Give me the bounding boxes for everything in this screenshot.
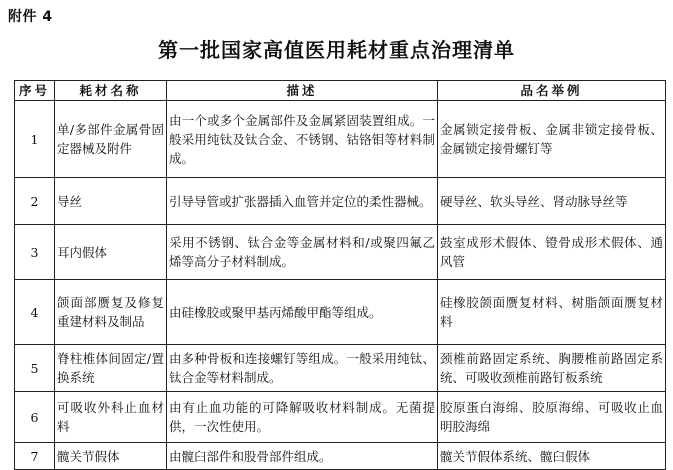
header-name: 耗材名称: [55, 81, 167, 101]
row-desc: 由多种骨板和连接螺钉等组成。一般采用纯钛、钛合金等材料制成。: [167, 345, 438, 392]
row-name: 髋关节假体: [55, 443, 167, 470]
row-num: 3: [15, 225, 55, 280]
row-num: 5: [15, 345, 55, 392]
table-row: [15, 345, 666, 392]
row-examples: 硬导丝、软头导丝、肾动脉导丝等: [438, 178, 666, 225]
table-header-row: [15, 81, 666, 101]
table-row: [15, 443, 666, 470]
row-num: 2: [15, 178, 55, 225]
row-examples: 金属锁定接骨板、金属非锁定接骨板、金属锁定接骨螺钉等: [438, 101, 666, 178]
row-num: 1: [15, 101, 55, 178]
row-desc: 引导导管或扩张器插入血管并定位的柔性器械。: [167, 178, 438, 225]
table-row: [15, 280, 666, 345]
row-desc: 采用不锈钢、钛合金等金属材料和/或聚四氟乙烯等高分子材料制成。: [167, 225, 438, 280]
row-name: 耳内假体: [55, 225, 167, 280]
document-title: 第一批国家高值医用耗材重点治理清单: [158, 38, 515, 62]
row-num: 4: [15, 280, 55, 345]
annex-label: 附件 4: [8, 9, 53, 25]
table-row: [15, 178, 666, 225]
row-name: 导丝: [55, 178, 167, 225]
row-name: 颌面部赝复及修复重建材料及制品: [55, 280, 167, 345]
row-num: 7: [15, 443, 55, 470]
row-examples: 颈椎前路固定系统、胸腰椎前路固定系统、可吸收颈椎前路钉板系统: [438, 345, 666, 392]
table-row: [15, 101, 666, 178]
row-examples: 髋关节假体系统、髋臼假体: [438, 443, 666, 470]
header-num: 序号: [15, 81, 55, 101]
row-desc: 由髋臼部件和股骨部件组成。: [167, 443, 438, 470]
table-row: [15, 225, 666, 280]
row-name: 单/多部件金属骨固定器械及附件: [55, 101, 167, 178]
row-desc: 由有止血功能的可降解吸收材料制成。无菌提供，一次性使用。: [167, 392, 438, 443]
row-name: 脊柱椎体间固定/置换系统: [55, 345, 167, 392]
consumables-table: [14, 80, 666, 470]
table-row: [15, 392, 666, 443]
row-desc: 由硅橡胶或聚甲基丙烯酸甲酯等组成。: [167, 280, 438, 345]
row-desc: 由一个或多个金属部件及金属紧固装置组成。一般采用纯钛及钛合金、不锈钢、钴铬钼等材料制成。: [167, 101, 438, 178]
header-desc: 描述: [167, 81, 438, 101]
header-examples: 品名举例: [438, 81, 666, 101]
row-num: 6: [15, 392, 55, 443]
row-name: 可吸收外科止血材料: [55, 392, 167, 443]
row-examples: 硅橡胶颌面赝复材料、树脂颌面赝复材料: [438, 280, 666, 345]
row-examples: 胶原蛋白海绵、胶原海绵、可吸收止血明胶海绵: [438, 392, 666, 443]
row-examples: 鼓室成形术假体、镫骨成形术假体、通风管: [438, 225, 666, 280]
